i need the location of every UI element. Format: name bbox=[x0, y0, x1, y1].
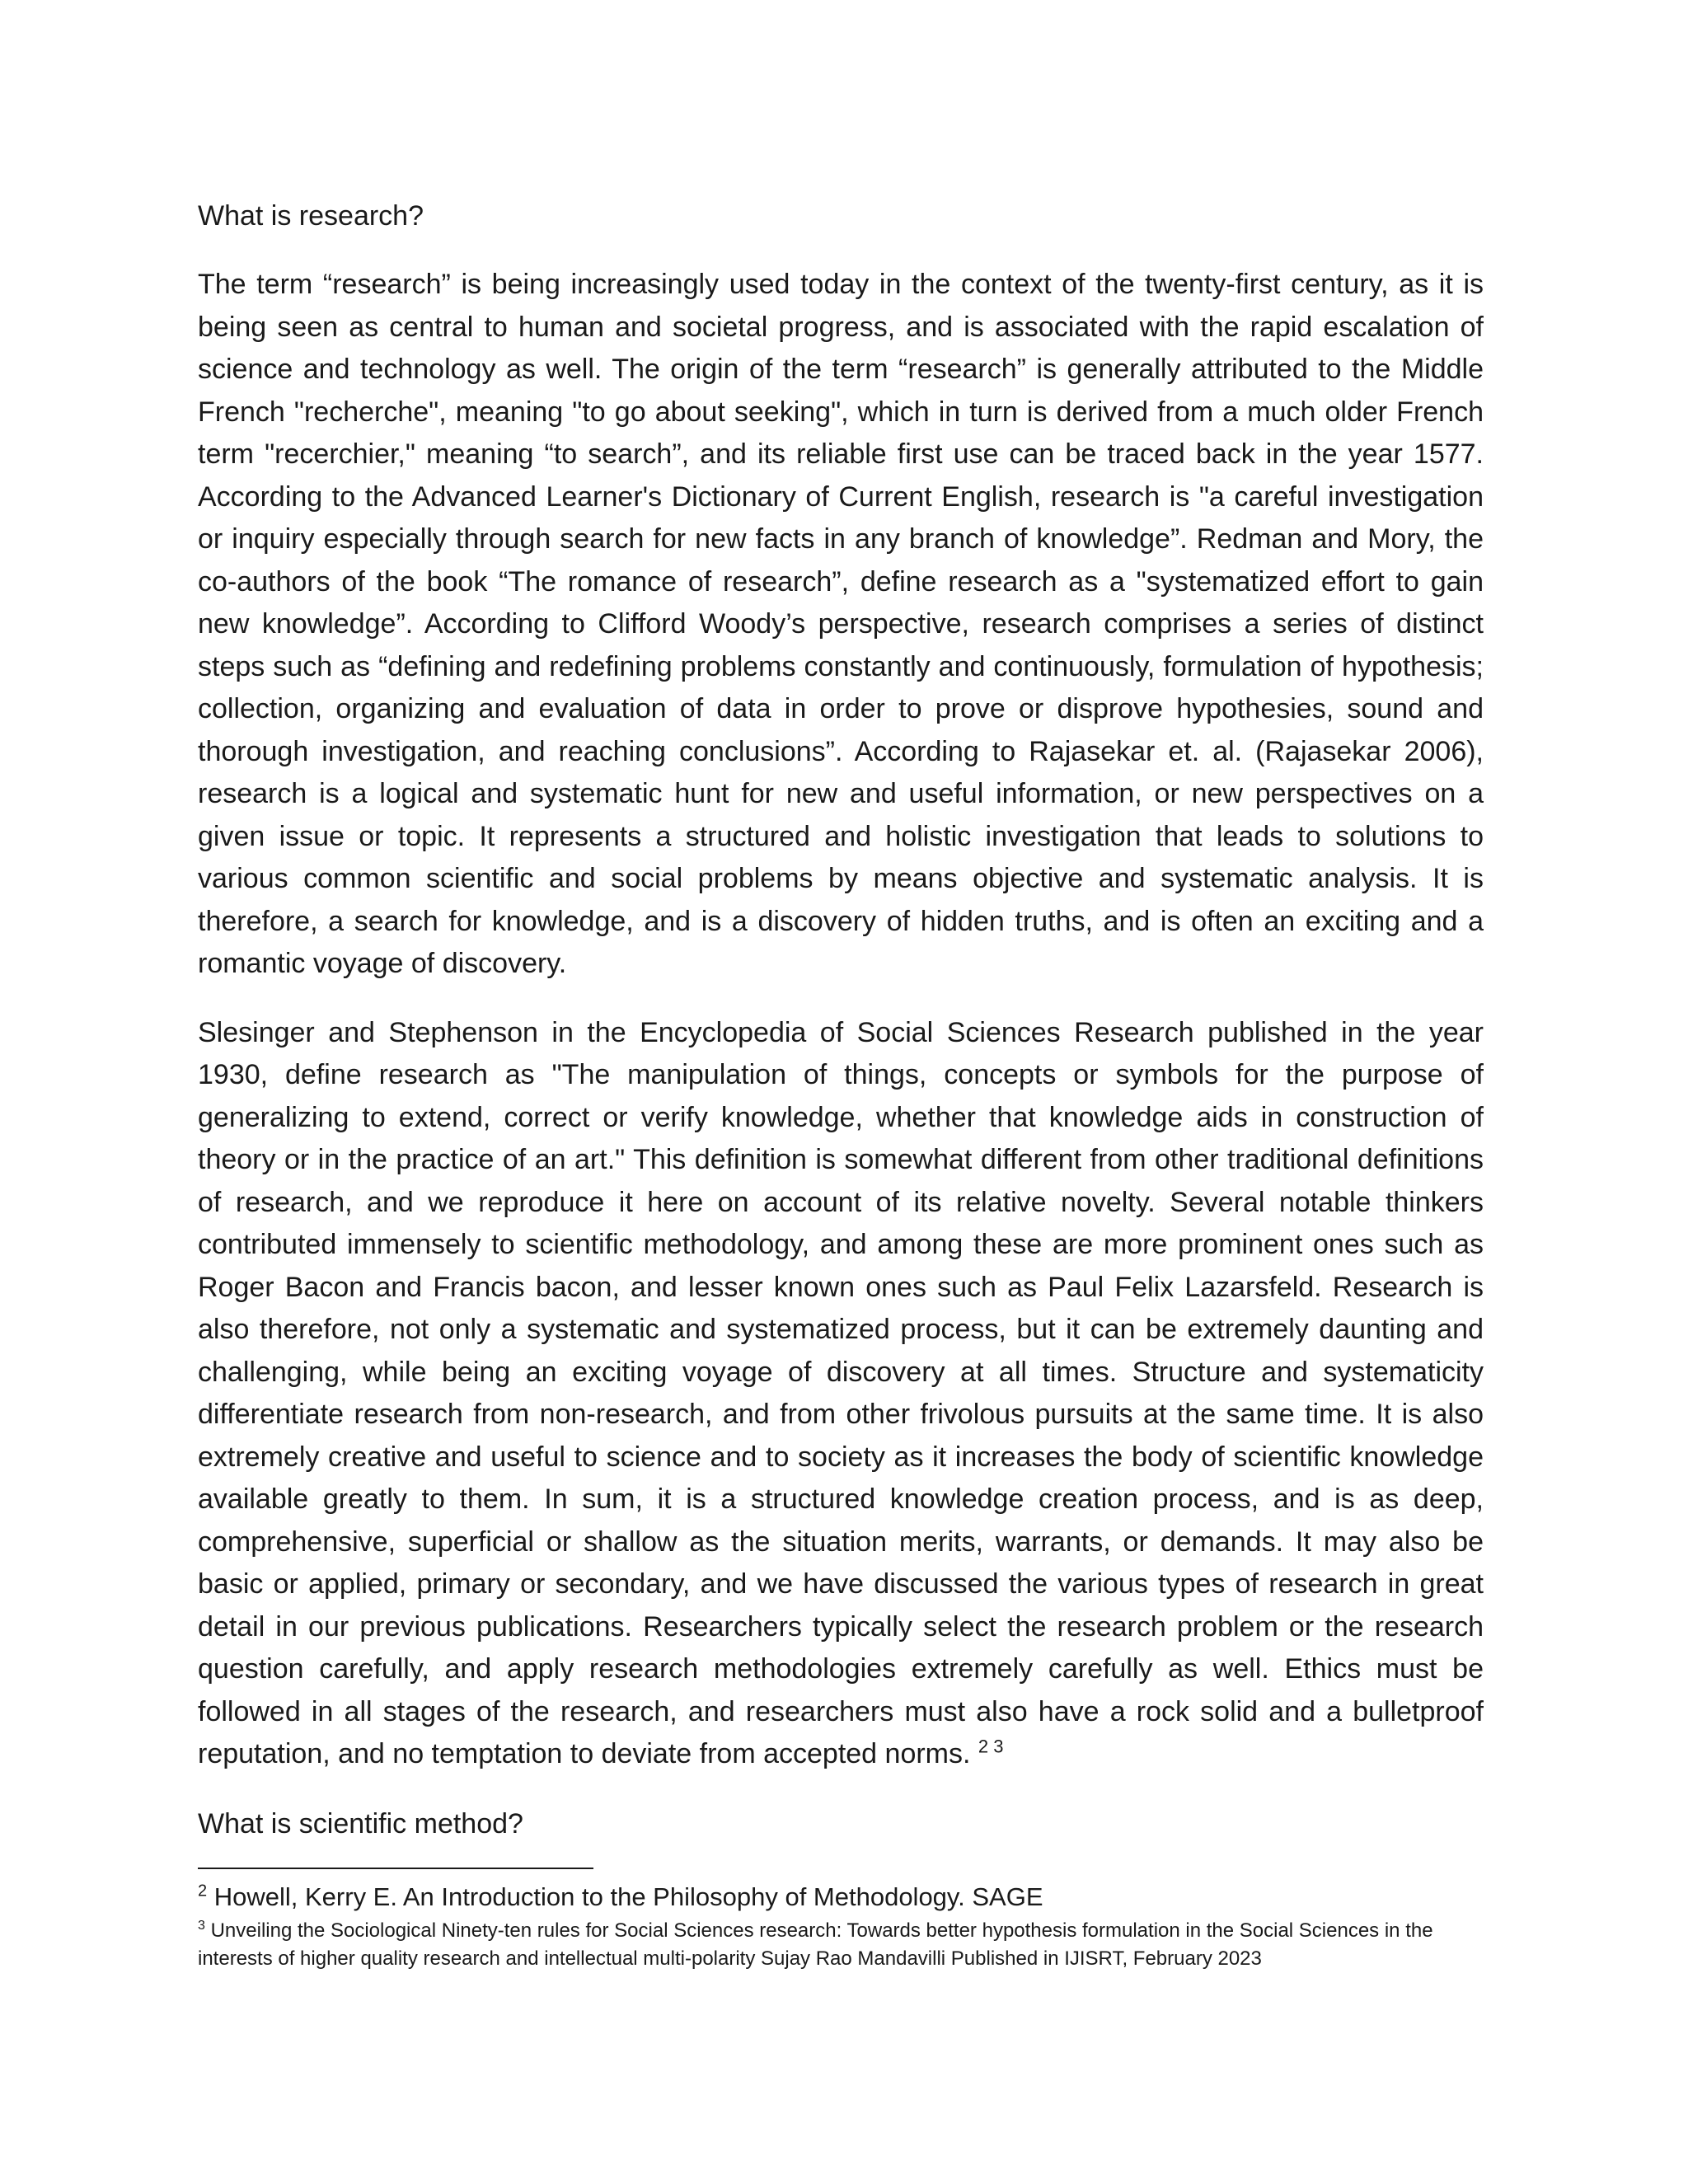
footnote-2 bbox=[198, 1881, 1484, 1914]
section-heading-scientific-method: What is scientific method? bbox=[198, 1807, 523, 1840]
footnote-3 bbox=[198, 1917, 1484, 1973]
paragraph-research-definition: The term “research” is being increasingly used today in the context of the twenty-first century, as it is being seen as central to human and societal progress, and is associated with the rapid escalation of science and technology as well. The origin of the term “research” is generally attributed to the Middle French "recherche", meaning "to go about seeking", which in turn is derived from a much older French term "recerchier," meaning “to search”, and its reliable first use can be traced back in the year 1577. According to the Advanced Learner's Dictionary of Current English, research is "a careful investigation or inquiry especially through search for new facts in any branch of knowledge”. Redman and Mory, the co-authors of the book “The romance of research”, define research as a "systematized effort to gain new knowledge”. According to Clifford Woody’s perspective, research comprises a series of distinct steps such as “defining and redefining problems constantly and continuously, formulation of hypothesis; collection, organizing and evaluation of data in order to prove or disprove hypothesies, sound and thorough investigation, and reaching conclusions”. According to Rajasekar et. al. (Rajasekar 2006), research is a logical and systematic hunt for new and useful information, or new perspectives on a given issue or topic. It represents a structured and holistic investigation that leads to solutions to various common scientific and social problems by means objective and systematic analysis. It is therefore, a search for knowledge, and is a discovery of hidden truths, and is often an exciting and a romantic voyage of discovery. bbox=[198, 269, 1484, 979]
footnotes bbox=[198, 1881, 1484, 1973]
footnote-text: Unveiling the Sociological Ninety-ten rules for Social Sciences research: Towards better hypothesis formulation in the Social Sciences in the interests of higher quality research and intellectual multi-polarity Sujay Rao Mandavilli Published in IJISRT, February 2023 bbox=[198, 1919, 1433, 1970]
section-heading-research: What is research? bbox=[198, 200, 424, 232]
footnote-marker: 3 bbox=[198, 1919, 205, 1933]
footnote-marker: 2 bbox=[198, 1882, 208, 1900]
footnote-text: Howell, Kerry E. An Introduction to the Philosophy of Methodology. SAGE bbox=[213, 1882, 1043, 1911]
paragraph-slesinger-stephenson bbox=[198, 1012, 1484, 1776]
footnote-separator bbox=[198, 1868, 593, 1869]
body-content bbox=[198, 194, 1484, 1872]
paragraph-2-text: Slesinger and Stephenson in the Encyclopedia of Social Sciences Research published in the year 1930, define research as "The manipulation of things, concepts or symbols for the purpose of generalizing to extend, correct or verify knowledge, whether that knowledge aids in construction of theory or in the practice of an art." This definition is somewhat different from other traditional definitions of research, and we reproduce it here on account of its relative novelty. Several notable thinkers contributed immensely to scientific methodology, and among these are more prominent ones such as Roger Bacon and Francis bacon, and lesser known ones such as Paul Felix Lazarsfeld. Research is also therefore, not only a systematic and systematized process, but it can be extremely daunting and challenging, while being an exciting voyage of discovery at all times. Structure and systematicity differentiate research from non-research, and from other frivolous pursuits at the same time. It is also extremely creative and useful to science and to society as it increases the body of scientific knowledge available greatly to them. In sum, it is a structured knowledge creation process, and is as deep, comprehensive, superficial or shallow as the situation merits, warrants, or demands. It may also be basic or applied, primary or secondary, and we have discussed the various types of research in great detail in our previous publications. Researchers typically select the research problem or the research question carefully, and apply research methodologies extremely carefully as well. Ethics must be followed in all stages of the research, and researchers must also have a rock solid and a bulletproof reputation, and no temptation to deviate from accepted norms. bbox=[198, 1016, 1484, 1769]
footnote-refs: 2 3 bbox=[978, 1736, 1004, 1757]
